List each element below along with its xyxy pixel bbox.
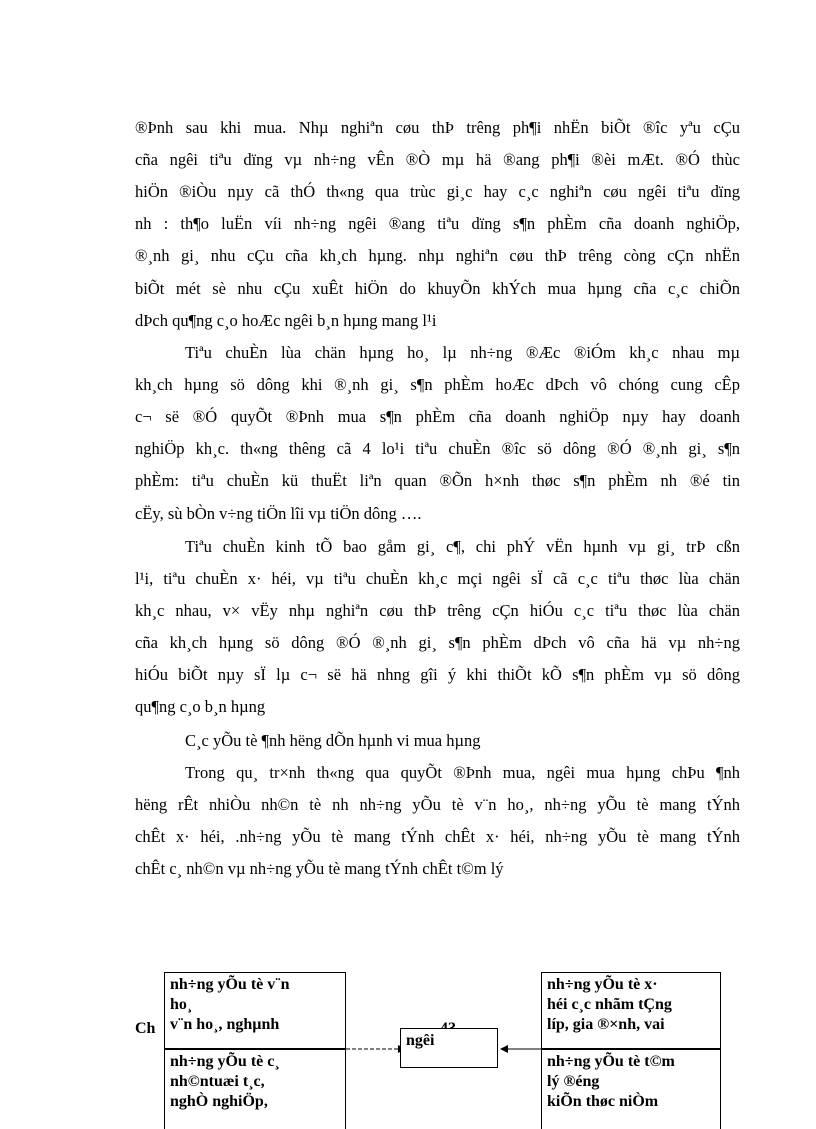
box-line: nh÷ng yÕu tè x· <box>547 976 658 993</box>
chapter-label: Ch <box>135 1020 156 1037</box>
paragraph-4-line: Trong qu¸ tr×nh th«ng qua quyÕt ®Þnh mua, ngêi mua hµng chÞu ¶nh <box>185 763 740 782</box>
arrow-head-left-icon <box>500 1045 508 1053</box>
personal-factors-box <box>164 1049 346 1129</box>
paragraph-1-line: hiÖn ®iÒu nµy cã thÓ th«ng qua trùc gi¸c hay c¸c nghiªn cøu ngêi tiªu dïng <box>135 182 740 201</box>
paragraph-1-line: cña ngêi tiªu dïng vµ nh÷ng vÊn ®Ò mµ hä ®ang ph¶i ®èi mÆt. ®Ó thùc <box>135 150 740 169</box>
cultural-factors-box <box>164 972 346 1049</box>
paragraph-2-line: cËy, sù bÒn v÷ng tiÖn lîi vµ tiÖn dông …. <box>135 504 422 523</box>
paragraph-3-line: kh¸c nhau, v× vËy nhµ nghiªn cøu thÞ trêng cÇn hiÓu c¸c tiªu thøc lùa chän <box>135 601 740 620</box>
paragraph-2-line: kh¸ch hµng sö dông khi ®¸nh gi¸ s¶n phÈm hoÆc dÞch vô chóng cung cÊp <box>135 375 740 394</box>
box-line: nh÷ng yÕu tè v¨n <box>170 976 290 993</box>
paragraph-3-line: qu¶ng c¸o b¸n hµng <box>135 697 266 716</box>
box-line: nh©ntuæi t¸c, <box>170 1073 265 1090</box>
paragraph-2-line: phÈm: tiªu chuÈn kü thuËt liªn quan ®Õn h×nh thøc s¶n phÈm nh ®é tin <box>135 471 740 490</box>
paragraph-1-line: ®¸nh gi¸ nhu cÇu cña kh¸ch hµng. nhµ nghiªn cøu thÞ trêng còng cÇn nhËn <box>135 246 740 265</box>
box-line: lý ®éng <box>547 1073 600 1090</box>
paragraph-2-line: nghiÖp kh¸c. th«ng thêng cã 4 lo¹i tiªu chuÈn ®îc sö dông ®Ó ®¸nh gi¸ s¶n <box>135 439 740 458</box>
paragraph-3-line: l¹i, tiªu chuÈn x· héi, vµ tiªu chuÈn kh¸c mçi ngêi sÏ cã c¸c tiªu thøc lùa chän <box>135 569 740 588</box>
box-line: ngêi <box>406 1032 435 1049</box>
paragraph-2-line: c¬ së ®Ó quyÕt ®Þnh mua s¶n phÈm cña doanh nghiÖp nµy hay doanh <box>135 407 740 426</box>
box-line: líp, gia ®×nh, vai <box>547 1016 665 1033</box>
paragraph-3-line: cña kh¸ch hµng sö dông ®Ó ®¸nh gi¸ s¶n phÈm dÞch vô cña hä vµ nh÷ng <box>135 633 740 652</box>
paragraph-4-line: hëng rÊt nhiÒu nh©n tè nh nh÷ng yÕu tè v¨n ho¸, nh÷ng yÕu tè mang tÝnh <box>135 795 740 814</box>
paragraph-3-line: Tiªu chuÈn kinh tÕ bao gåm gi¸ c¶, chi phÝ vËn hµnh vµ gi¸ trÞ cßn <box>185 537 740 556</box>
paragraph-1-line: ®Þnh sau khi mua. Nhµ nghiªn cøu thÞ trêng ph¶i nhËn biÕt ®îc yªu cÇu <box>135 118 740 137</box>
paragraph-1-line: biÕt mét sè nhu cÇu xuÊt hiÖn do khuyÕn khÝch mua hµng cña c¸c chiÕn <box>135 279 740 298</box>
paragraph-4-line: chÊt x· héi, .nh÷ng yÕu tè mang tÝnh chÊt x· héi, nh÷ng yÕu tè mang tÝnh <box>135 827 740 846</box>
paragraph-4-line: chÊt c¸ nh©n vµ nh÷ng yÕu tè mang tÝnh chÊt t©m lý <box>135 859 504 878</box>
paragraph-2-line: Tiªu chuÈn lùa chän hµng ho¸ lµ nh÷ng ®Æc ®iÓm kh¸c nhau mµ <box>185 343 740 362</box>
box-line: nh÷ng yÕu tè c¸ <box>170 1053 280 1070</box>
paragraph-3-line: hiÓu biÕt nµy sÏ lµ c¬ së hä nhng gîi ý khi thiÕt kÕ s¶n phÈm vµ sö dông <box>135 665 740 684</box>
box-line: v¨n ho¸, nghµnh <box>170 1016 280 1033</box>
box-line: héi c¸c nhãm tÇng <box>547 996 672 1013</box>
psychological-factors-box <box>541 1049 721 1129</box>
box-line: nh÷ng yÕu tè t©m <box>547 1053 675 1070</box>
box-line: ho¸ <box>170 996 193 1013</box>
section-heading: C¸c yÕu tè ¶nh hëng dÕn hµnh vi mua hµng <box>185 731 481 750</box>
paragraph-1-line: dÞch qu¶ng c¸o hoÆc ngêi b¸n hµng mang l¹i <box>135 311 437 330</box>
factors-diagram <box>0 960 816 1123</box>
buyer-box <box>400 1028 498 1068</box>
social-factors-box <box>541 972 721 1049</box>
paragraph-1-line: nh : th¶o luËn víi nh÷ng ngêi ®ang tiªu dïng s¶n phÈm cña doanh nghiÖp, <box>135 214 740 233</box>
box-line: kiÕn thøc niÒm <box>547 1093 659 1110</box>
box-line: nghÒ nghiÖp, <box>170 1093 268 1110</box>
